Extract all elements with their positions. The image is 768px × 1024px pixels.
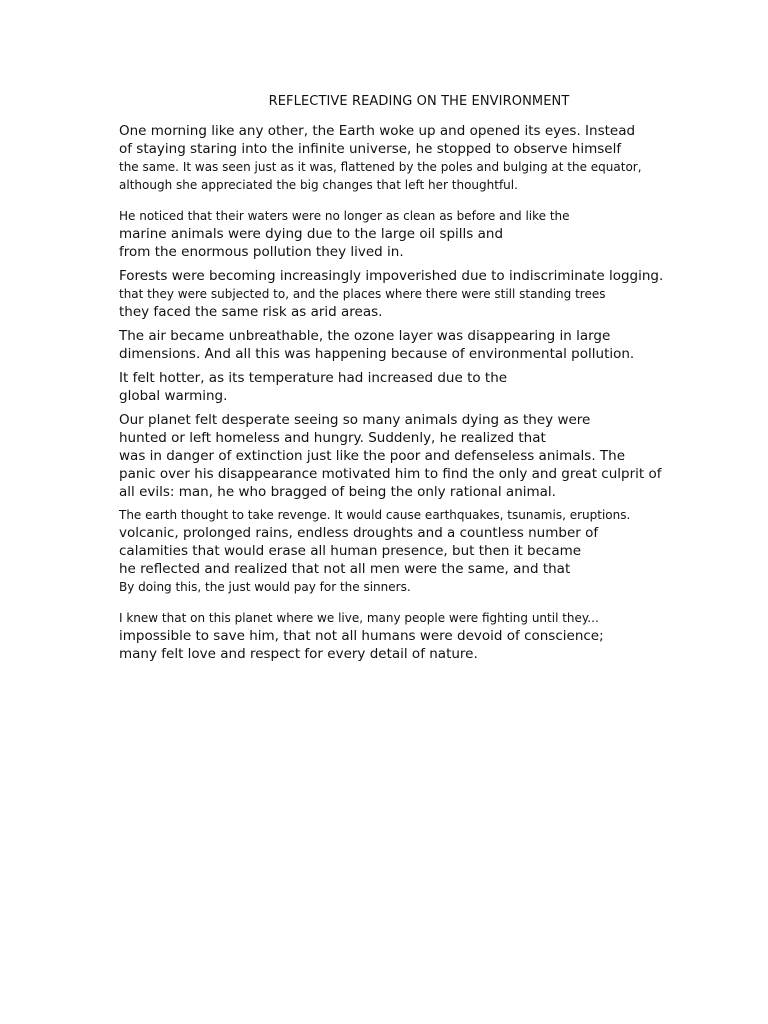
text-line: global warming. bbox=[119, 388, 228, 404]
text-line: that they were subjected to, and the places where there were still standing trees bbox=[119, 287, 606, 301]
paragraph-5 bbox=[119, 369, 699, 405]
text-line: many felt love and respect for every detail of nature. bbox=[119, 646, 478, 662]
paragraph-8 bbox=[119, 609, 699, 663]
text-line: marine animals were dying due to the large oil spills and bbox=[119, 226, 504, 242]
text-line: panic over his disappearance motivated him to find the only and great culprit of bbox=[119, 466, 662, 482]
document-body bbox=[119, 122, 699, 663]
text-line: of staying staring into the infinite universe, he stopped to observe himself bbox=[119, 141, 622, 157]
text-line: from the enormous pollution they lived in. bbox=[119, 244, 404, 260]
text-line: they faced the same risk as arid areas. bbox=[119, 304, 383, 320]
text-line: was in danger of extinction just like the poor and defenseless animals. The bbox=[119, 448, 626, 464]
text-line: dimensions. And all this was happening because of environmental pollution. bbox=[119, 346, 635, 362]
text-line: all evils: man, he who bragged of being the only rational animal. bbox=[119, 484, 556, 500]
text-line: The earth thought to take revenge. It would cause earthquakes, tsunamis, eruptions. bbox=[119, 508, 631, 522]
paragraph-6 bbox=[119, 411, 699, 501]
text-line: Our planet felt desperate seeing so many animals dying as they were bbox=[119, 412, 591, 428]
text-line: although she appreciated the big changes that left her thoughtful. bbox=[119, 178, 518, 192]
paragraph-2 bbox=[119, 207, 699, 261]
text-line: The air became unbreathable, the ozone layer was disappearing in large bbox=[119, 328, 611, 344]
text-line: volcanic, prolonged rains, endless droughts and a countless number of bbox=[119, 525, 599, 541]
text-line: Forests were becoming increasingly impoverished due to indiscriminate logging. bbox=[119, 268, 664, 284]
text-line: impossible to save him, that not all humans were devoid of conscience; bbox=[119, 628, 604, 644]
text-line: the same. It was seen just as it was, flattened by the poles and bulging at the equator, bbox=[119, 160, 642, 174]
text-line: It felt hotter, as its temperature had increased due to the bbox=[119, 370, 508, 386]
paragraph-1 bbox=[119, 122, 699, 194]
text-line: One morning like any other, the Earth woke up and opened its eyes. Instead bbox=[119, 123, 636, 139]
paragraph-4 bbox=[119, 327, 699, 363]
text-line: he reflected and realized that not all men were the same, and that bbox=[119, 561, 571, 577]
text-line: By doing this, the just would pay for the sinners. bbox=[119, 580, 411, 594]
text-line: hunted or left homeless and hungry. Suddenly, he realized that bbox=[119, 430, 546, 446]
paragraph-7 bbox=[119, 506, 699, 596]
text-line: calamities that would erase all human presence, but then it became bbox=[119, 543, 582, 559]
paragraph-3 bbox=[119, 267, 699, 321]
text-line: He noticed that their waters were no longer as clean as before and like the bbox=[119, 209, 570, 223]
document-title: REFLECTIVE READING ON THE ENVIRONMENT bbox=[268, 94, 570, 109]
text-line: I knew that on this planet where we live, many people were fighting until they... bbox=[119, 611, 599, 625]
